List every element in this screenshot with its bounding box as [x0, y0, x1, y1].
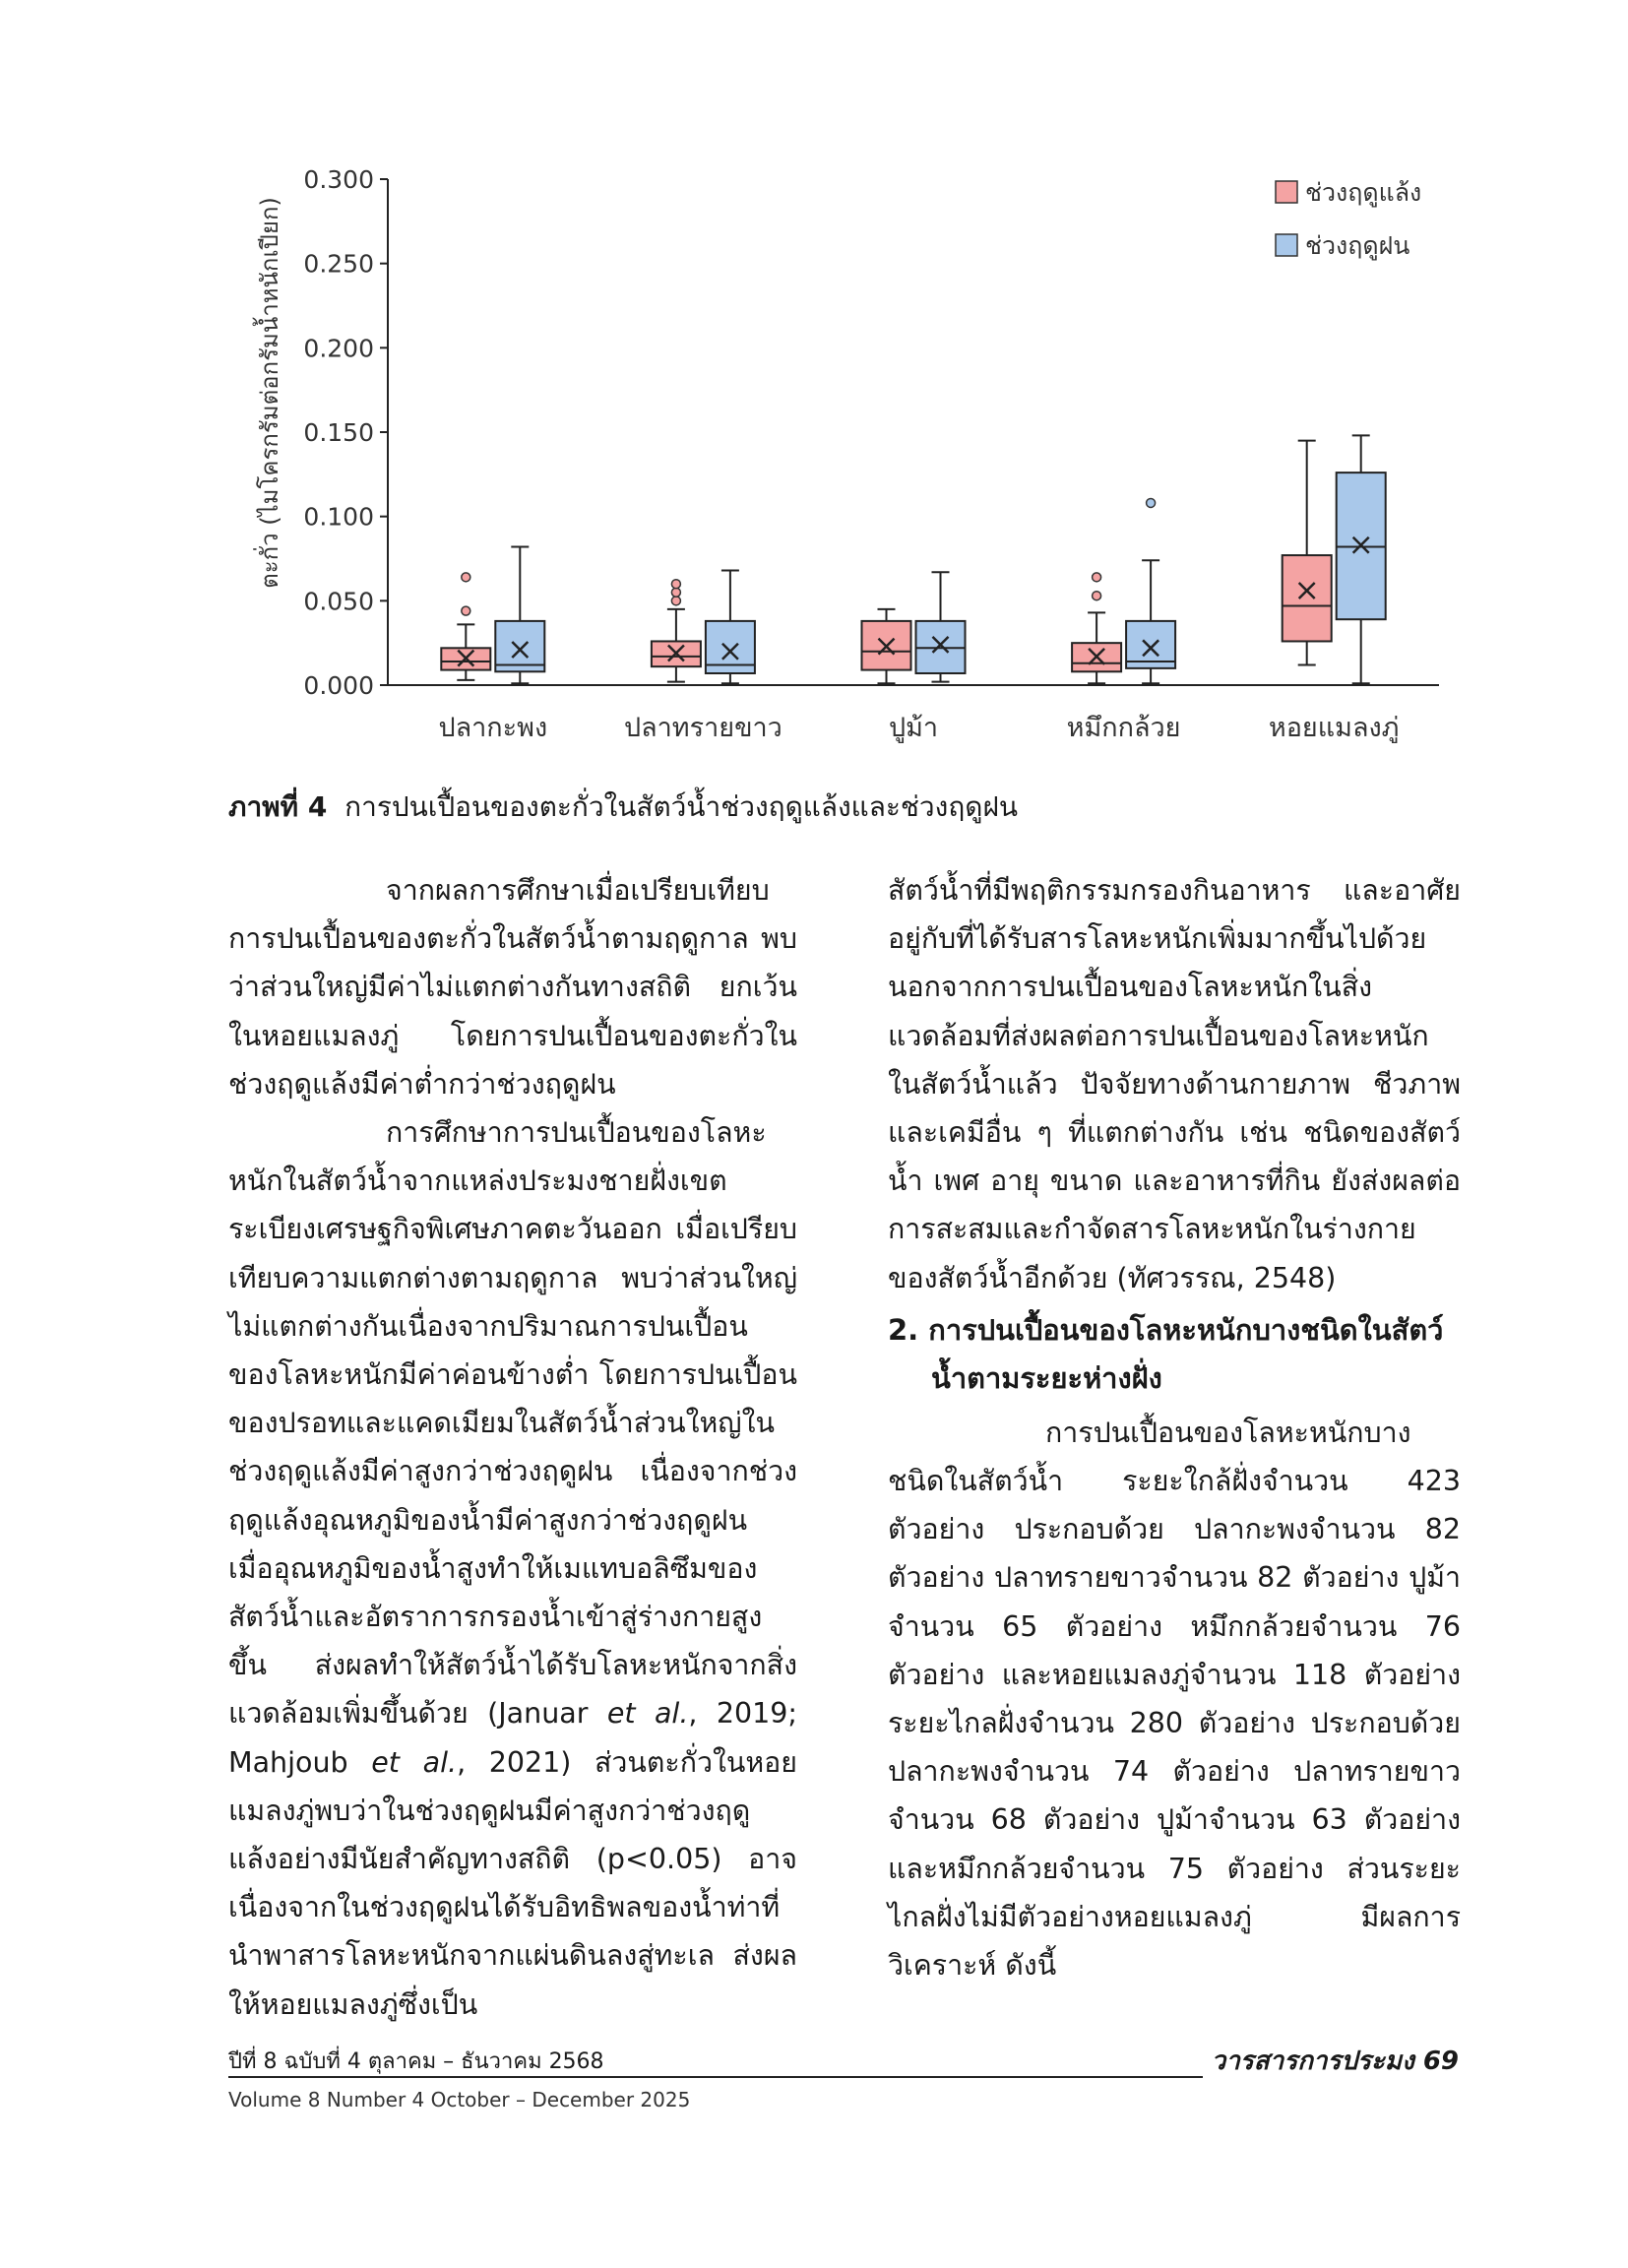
outlier-point: [671, 597, 680, 605]
legend-swatch: [1276, 181, 1297, 203]
y-tick-label: 0.150: [303, 418, 374, 447]
right-paragraph-2: การปนเปื้อนของโลหะหนักบางชนิดในสัตว์น้ำ ระยะใกล้ฝั่งจำนวน 423 ตัวอย่าง ประกอบด้วย ปลากะพงจำนวน 82 ตัวอย่าง ปลาทรายขาวจำนวน 82 ตัวอย่าง ปูม้าจำนวน 65 ตัวอย่าง หมึกกล้วยจำนวน 76 ตัวอย่าง และหอยแมลงภู่จำนวน 118 ตัวอย่าง ระยะไกลฝั่งจำนวน 280 ตัวอย่าง ประกอบด้วย ปลากะพงจำนวน 74 ตัวอย่าง ปลาทรายขาวจำนวน 68 ตัวอย่าง ปูม้าจำนวน 63 ตัวอย่าง และหมึกกล้วยจำนวน 75 ตัวอย่าง ส่วนระยะไกลฝั่งไม่มีตัวอย่างหอยแมลงภู่ มีผลการวิเคราะห์ ดังนี้: [888, 1416, 1461, 1983]
x-category-label: ปูม้า: [888, 713, 939, 743]
left-paragraph-2: [228, 1108, 797, 2029]
outlier-point: [1147, 498, 1156, 507]
x-category-label: หมึกกล้วย: [1066, 713, 1181, 743]
footer-issue-english: Volume 8 Number 4 October – December 2025: [228, 2088, 691, 2111]
outlier-point: [671, 588, 680, 597]
x-category-label: ปลาทรายขาว: [623, 713, 783, 743]
outlier-point: [671, 580, 680, 589]
left-column: [228, 866, 797, 2029]
footer-issue-thai: ปีที่ 8 ฉบับที่ 4 ตุลาคม – ธันวาคม 2568: [228, 2049, 604, 2074]
y-axis-title: ตะกั่ว (ไมโครกรัมต่อกรัมน้ำหนักเปียก): [256, 197, 283, 589]
y-tick-label: 0.100: [303, 502, 374, 532]
outlier-point: [462, 606, 470, 615]
outlier-point: [462, 573, 470, 582]
y-tick-label: 0.200: [303, 334, 374, 363]
footer-journal-page: วารสารการประมง 69: [1211, 2047, 1459, 2076]
box-iqr: [1283, 555, 1332, 641]
outlier-point: [1093, 592, 1101, 600]
y-tick-label: 0.300: [303, 165, 374, 194]
y-tick-label: 0.050: [303, 587, 374, 616]
x-category-label: หอยแมลงภู่: [1268, 713, 1400, 743]
etal-1: et al.: [606, 1697, 689, 1731]
figure-caption-label: ภาพที่ 4: [228, 790, 328, 823]
figure-caption-text: การปนเปื้อนของตะกั่วในสัตว์น้ำช่วงฤดูแล้งและช่วงฤดูฝน: [344, 790, 1019, 823]
figure-caption: [228, 788, 1459, 827]
etal-2: et al.: [371, 1745, 458, 1779]
y-tick-label: 0.000: [303, 671, 374, 700]
right-paragraph-1: สัตว์น้ำที่มีพฤติกรรมกรองกินอาหาร และอาศัยอยู่กับที่ได้รับสารโลหะหนักเพิ่มมากขึ้นไปด้วย นอกจากการปนเปื้อนของโลหะหนักในสิ่งแวดล้อมที่ส่งผลต่อการปนเปื้อนของโลหะหนักในสัตว์น้ำแล้ว ปัจจัยทางด้านกายภาพ ชีวภาพ และเคมีอื่น ๆ ที่แตกต่างกัน เช่น ชนิดของสัตว์น้ำ เพศ อายุ ขนาด และอาหารที่กิน ยังส่งผลต่อการสะสมและกำจัดสารโลหะหนักในร่างกายของสัตว์น้ำอีกด้วย (ทัศวรรณ, 2548): [888, 874, 1461, 1294]
x-category-label: ปลากะพง: [438, 713, 548, 743]
left-paragraph-2-part-b: , 2019; Mahjoub: [228, 1697, 797, 1779]
legend-label: ช่วงฤดูแล้ง: [1305, 178, 1422, 207]
left-paragraph-2-part-a: การศึกษาการปนเปื้อนของโลหะหนักในสัตว์น้ำจากแหล่งประมงชายฝั่งเขตระเบียงเศรษฐกิจพิเศษภาคตะวันออก เมื่อเปรียบเทียบความแตกต่างตามฤดูกาล พบว่าส่วนใหญ่ไม่แตกต่างกันเนื่องจากปริมาณการปนเปื้อนของโลหะหนักมีค่าค่อนข้างต่ำ โดยการปนเปื้อนของปรอทและแคดเมียมในสัตว์น้ำส่วนใหญ่ในช่วงฤดูแล้งมีค่าสูงกว่าช่วงฤดูฝน เนื่องจากช่วงฤดูแล้งอุณหภูมิของน้ำมีค่าสูงกว่าช่วงฤดูฝน เมื่ออุณหภูมิของน้ำสูงทำให้เมแทบอลิซึมของสัตว์น้ำและอัตราการกรองน้ำเข้าสู่ร่างกายสูงขึ้น ส่งผลทำให้สัตว์น้ำได้รับโลหะหนักจากสิ่งแวดล้อมเพิ่มขึ้นด้วย (Januar: [228, 1116, 797, 1731]
legend-swatch: [1276, 234, 1297, 256]
left-paragraph-2-part-c: , 2021) ส่วนตะกั่วในหอยแมลงภู่พบว่าในช่วงฤดูฝนมีค่าสูงกว่าช่วงฤดูแล้งอย่างมีนัยสำคัญทางสถิติ (p<0.05) อาจเนื่องจากในช่วงฤดูฝนได้รับอิทธิพลของน้ำท่าที่นำพาสารโลหะหนักจากแผ่นดินลงสู่ทะเล ส่งผลให้หอยแมลงภู่ซึ่งเป็น: [228, 1745, 797, 2021]
section-heading: 2. การปนเปื้อนของโลหะหนักบางชนิดในสัตว์น้ำตามระยะห่างฝั่ง: [888, 1312, 1444, 1395]
y-tick-label: 0.250: [303, 249, 374, 279]
outlier-point: [1093, 573, 1101, 582]
page-footer: [228, 2048, 1459, 2083]
footer-rule: [228, 2076, 1203, 2078]
left-paragraph-1: จากผลการศึกษาเมื่อเปรียบเทียบการปนเปื้อนของตะกั่วในสัตว์น้ำตามฤดูกาล พบว่าส่วนใหญ่มีค่าไม่แตกต่างกันทางสถิติ ยกเว้นในหอยแมลงภู่ โดยการปนเปื้อนของตะกั่วในช่วงฤดูแล้งมีค่าต่ำกว่าช่วงฤดูฝน: [228, 874, 797, 1101]
right-column: [888, 866, 1461, 1989]
lead-box-plot: [0, 0, 1628, 778]
legend-label: ช่วงฤดูฝน: [1305, 231, 1410, 260]
